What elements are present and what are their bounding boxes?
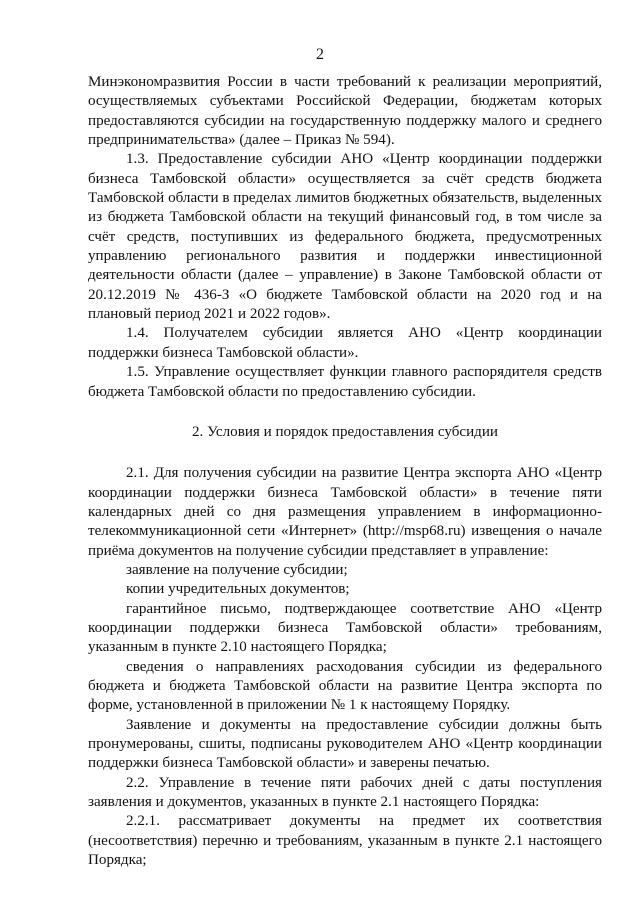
list-item-spending-info: сведения о направлениях расходования субсидии из федерального бюджета и бюджета Тамбовской области на развитие Центра экспорта по форме, установленной в приложении № 1 к настоящему Порядку. — [88, 658, 602, 714]
paragraph-document-requirements: Заявление и документы на предоставление субсидии должны быть пронумерованы, сшиты, подписаны руководителем АНО «Центр координации поддержки бизнеса Тамбовской области» и заверены печатью. — [88, 716, 602, 772]
list-item-charter-copies: копии учредительных документов; — [126, 581, 350, 598]
paragraph-1-5: 1.5. Управление осуществляет функции главного распорядителя средств бюджета Тамбовской области по предоставлению субсидии. — [88, 364, 602, 400]
paragraph-1-3: 1.3. Предоставление субсидии АНО «Центр координации поддержки бизнеса Тамбовской области» осуществляется за счёт средств бюджета Тамбовской области в пределах лимитов бюджетных обязательств, выделенных из бюджета Тамбовской области на текущий финансовый год, в том числе за счёт средств, поступивших из федерального бюджета, предусмотренных управлению регионального развития и поддержки инвестиционной деятельности области (далее – управление) в Законе Тамбовской области от 20.12.2019 № 436-З «О бюджете Тамбовской области на 2020 год и на плановый период 2021 и 2022 годов». — [88, 151, 602, 323]
paragraph-2-1: 2.1. Для получения субсидии на развитие Центра экспорта АНО «Центр координации поддержки бизнеса Тамбовской области» в течение пяти календарных дней со дня размещения управлением в информационно-телекоммуникационной сети «Интернет» (http://msp68.ru) извещения о начале приёма документов на получение субсидии представляет в управление: — [88, 465, 602, 559]
page-number: 2 — [316, 46, 324, 63]
paragraph-1-4: 1.4. Получателем субсидии является АНО «Центр координации поддержки бизнеса Тамбовской области». — [88, 325, 602, 361]
paragraph-2-2: 2.2. Управление в течение пяти рабочих дней с даты поступления заявления и документов, указанных в пункте 2.1 настоящего Порядка: — [88, 774, 602, 811]
document-body — [88, 73, 602, 870]
list-item-guarantee-letter: гарантийное письмо, подтверждающее соответствие АНО «Центр координации поддержки бизнеса Тамбовской области» требованиям, указанным в пункте 2.10 настоящего Порядка; — [88, 600, 602, 656]
paragraph-2-2-1: 2.2.1. рассматривает документы на предмет их соответствия (несоответствия) перечню и требованиям, указанным в пункте 2.1 настоящего Порядка; — [88, 813, 602, 869]
section-heading: 2. Условия и порядок предоставления субсидии — [191, 423, 499, 440]
list-item-application: заявление на получение субсидии; — [126, 561, 348, 578]
paragraph-continuation: Минэкономразвития России в части требований к реализации мероприятий, осуществляемых субъектами Российской Федерации, бюджетам которых предоставляются субсидии на государственную поддержку малого и среднего предпринимательства» (далее – Приказ № 594). — [88, 74, 602, 149]
